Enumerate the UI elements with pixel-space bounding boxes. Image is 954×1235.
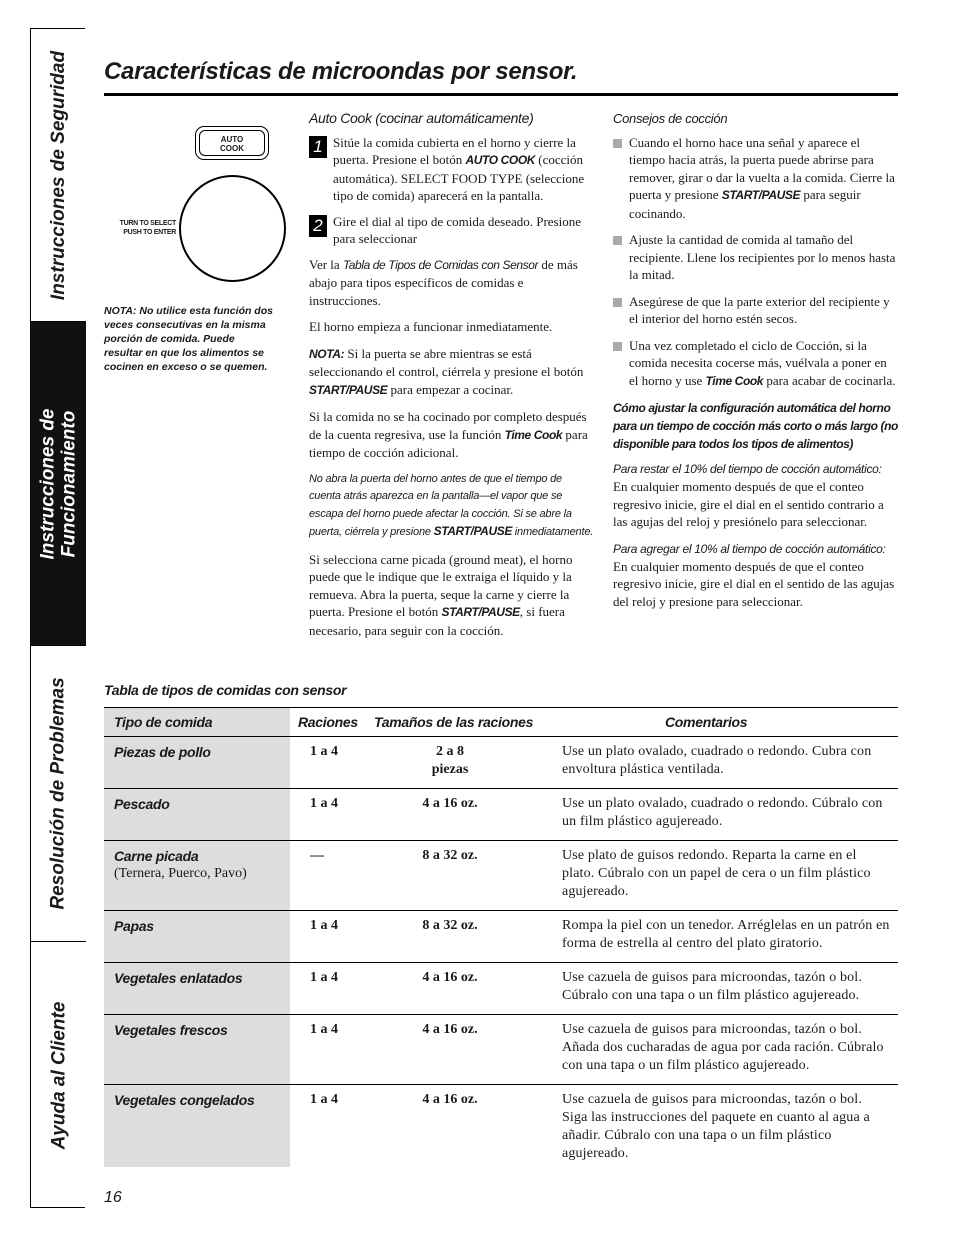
ground-meat-paragraph (309, 551, 594, 640)
start-pause-label: START/PAUSE (433, 524, 512, 538)
title-rule (104, 93, 898, 96)
text: , si fuera necesario, para seguir con la cocción. (309, 604, 565, 638)
text: para empezar a cocinar. (387, 381, 514, 397)
food-type-cell (104, 1085, 290, 1168)
text: Una vez completado el ciclo de Cocción, si la comida necesita cocerse más, vuélvala a poner en el horno y use (629, 337, 887, 388)
note-left: NOTA: No utilice esta función dos veces consecutivas en la misma porción de comida. Puede resultar en que los alimentos se cocinen en exceso o se quemen. (104, 305, 273, 373)
add-heading: Para agregar el 10% al tiempo de cocción automático: (613, 541, 886, 556)
serving-size-cell (368, 911, 552, 963)
serving-size-unit: piezas (431, 762, 469, 777)
warning-paragraph (309, 471, 594, 542)
food-name: Vegetales congelados (114, 1092, 255, 1108)
comment-cell: Use un plato ovalado, cuadrado o redondo. Cúbralo con un film plástico agujereado. (552, 789, 898, 841)
food-name: Carne picada (114, 848, 199, 864)
dial-illustration (179, 175, 286, 282)
not-done-paragraph (309, 408, 594, 462)
food-name: Vegetales enlatados (114, 970, 243, 986)
food-name: Vegetales frescos (114, 1022, 228, 1038)
table-row (104, 737, 898, 789)
servings-cell: 1 a 4 (290, 911, 368, 963)
tip-item (613, 134, 899, 223)
page-number: 16 (104, 1189, 122, 1206)
serving-size-cell (368, 737, 552, 789)
serving-size: 2 a 8 (436, 744, 464, 759)
servings-cell: — (290, 841, 368, 911)
text: para tiempo de cocción adicional. (309, 426, 588, 460)
serving-size: 4 a 16 oz. (422, 1092, 478, 1107)
table-title: Tabla de tipos de comidas con sensor (104, 682, 347, 698)
tab-label-line2: Funcionamiento (58, 410, 80, 557)
sensor-food-table (104, 707, 898, 1167)
adjust-heading: Cómo ajustar la configuración automática del horno para un tiempo de cocción más corto o más largo (no disponible para todos los tipos de alimentos) (613, 401, 898, 451)
comment-cell: Use cazuela de guisos para microondas, tazón o bol. Cúbralo con una tapa o un film plástico agujereado. (552, 963, 898, 1015)
food-name: Pescado (114, 796, 170, 812)
table-reference: Tabla de Tipos de Comidas con Sensor (342, 257, 539, 272)
comment-cell: Use cazuela de guisos para microondas, tazón o bol. Añada dos cucharadas de agua por cada ración. Cúbralo con una tapa o un film plástico agujereado. (552, 1015, 898, 1085)
food-type-cell (104, 841, 290, 911)
servings-cell: 1 a 4 (290, 1015, 368, 1085)
text: inmediatamente. (511, 526, 594, 538)
auto-cook-label: AUTO COOK (465, 153, 536, 167)
serving-size-cell (368, 1085, 552, 1168)
header-food-type: Tipo de comida (104, 708, 290, 737)
time-cook-label: Time Cook (504, 427, 563, 442)
tab-label: Instrucciones de Seguridad (48, 50, 70, 300)
header-servings: Raciones (290, 708, 368, 737)
button-label-line2: COOK (220, 144, 244, 153)
tab-troubleshooting[interactable] (31, 646, 86, 942)
text: de más abajo para tipos específicos de comidas e instrucciones. (309, 256, 578, 308)
section-sidebar (30, 28, 85, 1208)
tab-customer-help[interactable] (31, 942, 86, 1209)
note-label: NOTA: (309, 346, 345, 361)
step-number: 1 (309, 136, 327, 158)
food-type-cell (104, 911, 290, 963)
text: para seguir cocinando. (629, 187, 861, 221)
serving-size-cell (368, 789, 552, 841)
comment-cell: Use cazuela de guisos para microondas, tazón o bol. Siga las instrucciones del paquete en cuanto al agua a añadir. Cúbralo con una tapa o un film plástico agujereado. (562, 1092, 870, 1161)
step-2 (309, 213, 594, 248)
tab-label: Ayuda al Cliente (48, 1001, 70, 1150)
subtract-heading: Para restar el 10% del tiempo de cocción automático: (613, 462, 882, 476)
serving-size: 4 a 16 oz. (422, 1022, 478, 1037)
text: No abra la puerta del horno antes de que el tiempo de cuenta atrás aparezca en la pantalla—el vapor que se escapa del horno puede afectar la cocción. Si se abre la puerta, ciérrela y presione (309, 472, 572, 538)
dial-label-line1: TURN TO SELECT (119, 220, 176, 227)
add-text: En cualquier momento después de que el conteo regresivo inicie, gire el dial en el sentido de las agujas del reloj y presione para seleccionar. (613, 558, 895, 609)
table-row (104, 911, 898, 963)
step-text: Gire el dial al tipo de comida deseado. Presione para seleccionar (333, 213, 582, 246)
auto-cook-button-illustration (195, 126, 269, 160)
comment-cell: Use plato de guisos redondo. Reparta la carne en el plato. Cúbralo con un papel de cera o un film plástico agujereado. (552, 841, 898, 911)
step-number: 2 (309, 215, 327, 237)
note-paragraph (309, 345, 594, 400)
table-row (104, 841, 898, 911)
food-type-cell (104, 737, 290, 789)
serving-size-cell (368, 963, 552, 1015)
food-name: Papas (114, 918, 154, 934)
start-pause-label: START/PAUSE (721, 188, 801, 202)
food-subtypes: (Ternera, Puerco, Pavo) (114, 866, 247, 881)
tab-label: Resolución de Problemas (48, 677, 70, 910)
servings-cell: 1 a 4 (290, 737, 368, 789)
serving-size-cell (368, 1015, 552, 1085)
food-name: Piezas de pollo (114, 744, 211, 760)
table-row (104, 963, 898, 1015)
text: Cuando el horno hace una señal y aparece el tiempo hacia atrás, la puerta puede abrirse para remover, girar o dar la vuelta a la comida. Cierre la puerta y presione (629, 134, 895, 202)
dial-label-line2: PUSH TO ENTER (123, 229, 176, 236)
tab-label-line1: Instrucciones de (37, 408, 59, 559)
servings-cell: 1 a 4 (290, 789, 368, 841)
text: Si selecciona carne picada (ground meat), el horno puede que le indique que le extraiga el líquido y la remueva. Abra la puerta, seque la carne y cierre la puerta. Presione el botón (309, 551, 573, 619)
food-type-cell (104, 963, 290, 1015)
tab-label-wrap (38, 408, 80, 559)
page-title: Características de microondas por sensor. (104, 58, 578, 85)
table-row (104, 1015, 898, 1085)
comment-cell: Use un plato ovalado, cuadrado o redondo. Cubra con envoltura plástica ventilada. (552, 737, 898, 789)
table-row (104, 789, 898, 841)
start-pause-label: START/PAUSE (309, 382, 388, 397)
tip-item (613, 337, 899, 391)
table-row (104, 1085, 898, 1168)
serving-size: 4 a 16 oz. (422, 796, 478, 811)
text: para acabar de cocinarla. (763, 372, 896, 388)
start-pause-label: START/PAUSE (441, 605, 520, 619)
text: Si la comida no se ha cocinado por completo después de la cuenta regresiva, use la función (309, 409, 587, 442)
step-text: (cocción automática). SELECT FOOD TYPE (seleccione tipo de comida) aparecerá en la pantalla. (333, 152, 585, 203)
subtract-text: En cualquier momento después de que el conteo regresivo inicie, gire el dial en el sentido contrario a las agujas del reloj y presiónelo para seleccionar. (613, 479, 884, 529)
see-table-paragraph (309, 256, 594, 310)
cooking-tips-section (613, 110, 899, 619)
serving-size: 4 a 16 oz. (422, 970, 478, 985)
button-label-line1: AUTO (220, 135, 244, 144)
tip-item: Ajuste la cantidad de comida al tamaño del recipiente. Llene los recipientes por lo menos hasta la mitad. (613, 231, 899, 284)
time-cook-label: Time Cook (705, 373, 764, 388)
auto-cook-heading: Auto Cook (cocinar automáticamente) (309, 110, 534, 126)
food-type-cell (104, 1015, 290, 1085)
serving-size-cell (368, 841, 552, 911)
dial-label (110, 219, 176, 237)
table-header-row (104, 708, 898, 737)
tips-heading: Consejos de cocción (613, 111, 728, 126)
tab-safety-instructions[interactable] (31, 29, 86, 322)
tip-item: Asegúrese de que la parte exterior del recipiente y el interior del horno estén secos. (613, 293, 899, 328)
header-comments: Comentarios (552, 708, 898, 737)
step-text: Sitúe la comida cubierta en el horno y cierre la puerta. Presione el botón (333, 134, 576, 167)
header-serving-sizes: Tamaños de las raciones (368, 708, 552, 737)
serving-size: 8 a 32 oz. (422, 918, 478, 933)
text: Ver la (309, 256, 343, 272)
auto-cook-button-face (199, 130, 265, 156)
food-type-cell (104, 789, 290, 841)
servings-cell: 1 a 4 (290, 963, 368, 1015)
auto-cook-section (309, 110, 594, 648)
starts-paragraph: El horno empieza a funcionar inmediatamente. (309, 319, 553, 334)
comment-cell: Rompa la piel con un tenedor. Arréglelas en un patrón en forma de estrella al centro del plato giratorio. (552, 911, 898, 963)
serving-size: 8 a 32 oz. (422, 848, 478, 863)
text: Si la puerta se abre mientras se está seleccionando el control, ciérrela y presione el botón (309, 345, 584, 379)
step-1 (309, 134, 594, 205)
servings-cell: 1 a 4 (310, 1092, 338, 1107)
tab-operating-instructions[interactable] (31, 322, 86, 646)
